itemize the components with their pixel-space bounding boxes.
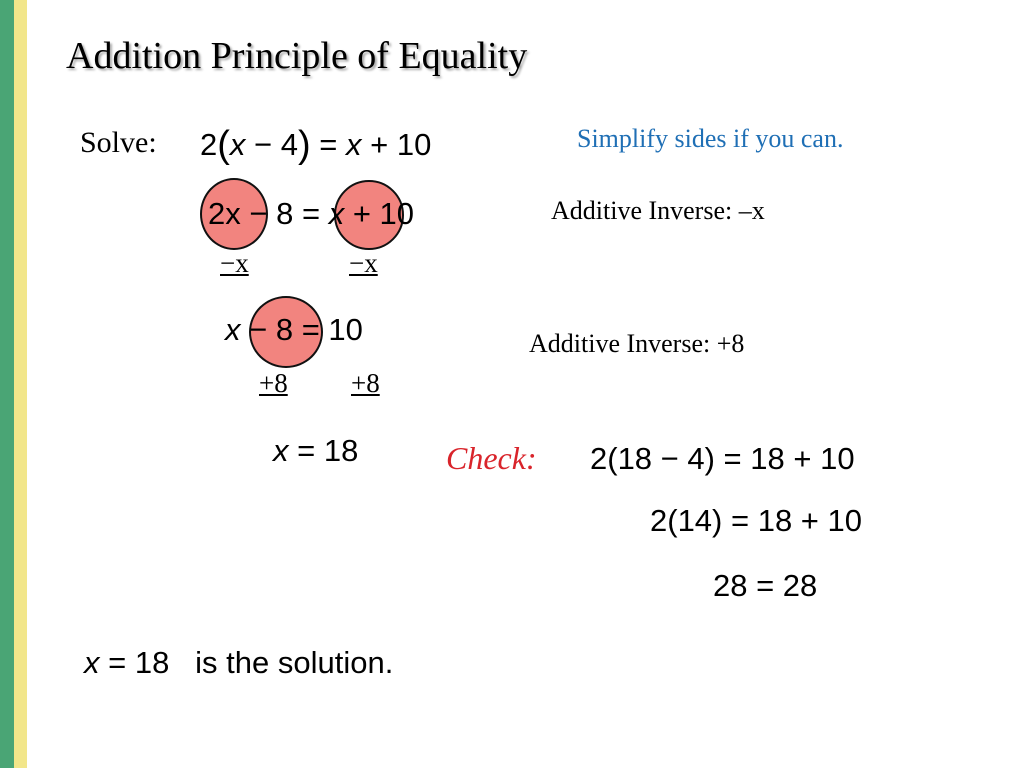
step2-equation [208, 196, 414, 232]
subtract-x-right: −x [349, 248, 378, 278]
left-accent-bar-green [0, 0, 14, 768]
equals-eighteen: = 18 [108, 645, 170, 680]
var-x: x [273, 433, 289, 468]
plus-ten: + 10 [370, 127, 432, 162]
var-x: x [229, 127, 246, 162]
check-label: Check: [446, 440, 537, 476]
conclusion [84, 645, 393, 681]
slide-title: Addition Principle of Equality [66, 35, 528, 77]
additive-inverse-x: Additive Inverse: –x [551, 196, 765, 225]
equals-sign: = [319, 127, 338, 162]
hint-text: Simplify sides if you can. [577, 124, 844, 153]
close-paren: ) [298, 124, 311, 166]
term-minus-eight: − 8 [249, 312, 294, 347]
open-paren: ( [217, 124, 230, 166]
step3-equation [225, 312, 363, 348]
add-eight-left: +8 [259, 368, 288, 398]
term-2x: 2x [208, 196, 241, 231]
term-plus-ten: + 10 [352, 196, 415, 231]
var-x: x [84, 645, 100, 680]
solve-label: Solve: [80, 126, 157, 159]
coef-two: 2 [200, 127, 218, 162]
left-accent-bar-yellow [14, 0, 27, 768]
term-equals-ten: = 10 [301, 312, 363, 347]
solution-text: is the solution. [195, 645, 394, 680]
var-x-right: x [346, 127, 362, 162]
original-equation [200, 122, 431, 165]
term-minus-eight-equals: − 8 = [249, 196, 321, 231]
check-line-2: 2(14) = 18 + 10 [650, 503, 862, 538]
check-line-3: 28 = 28 [713, 568, 818, 603]
term-x: x [328, 196, 345, 231]
result-equation [273, 433, 358, 469]
add-eight-right: +8 [351, 368, 380, 398]
var-x: x [225, 312, 241, 347]
additive-inverse-eight: Additive Inverse: +8 [529, 329, 745, 358]
equals-eighteen: = 18 [297, 433, 359, 468]
subtract-x-left: −x [220, 248, 249, 278]
check-line-1: 2(18 − 4) = 18 + 10 [590, 441, 855, 476]
minus-four: − 4 [254, 127, 298, 162]
